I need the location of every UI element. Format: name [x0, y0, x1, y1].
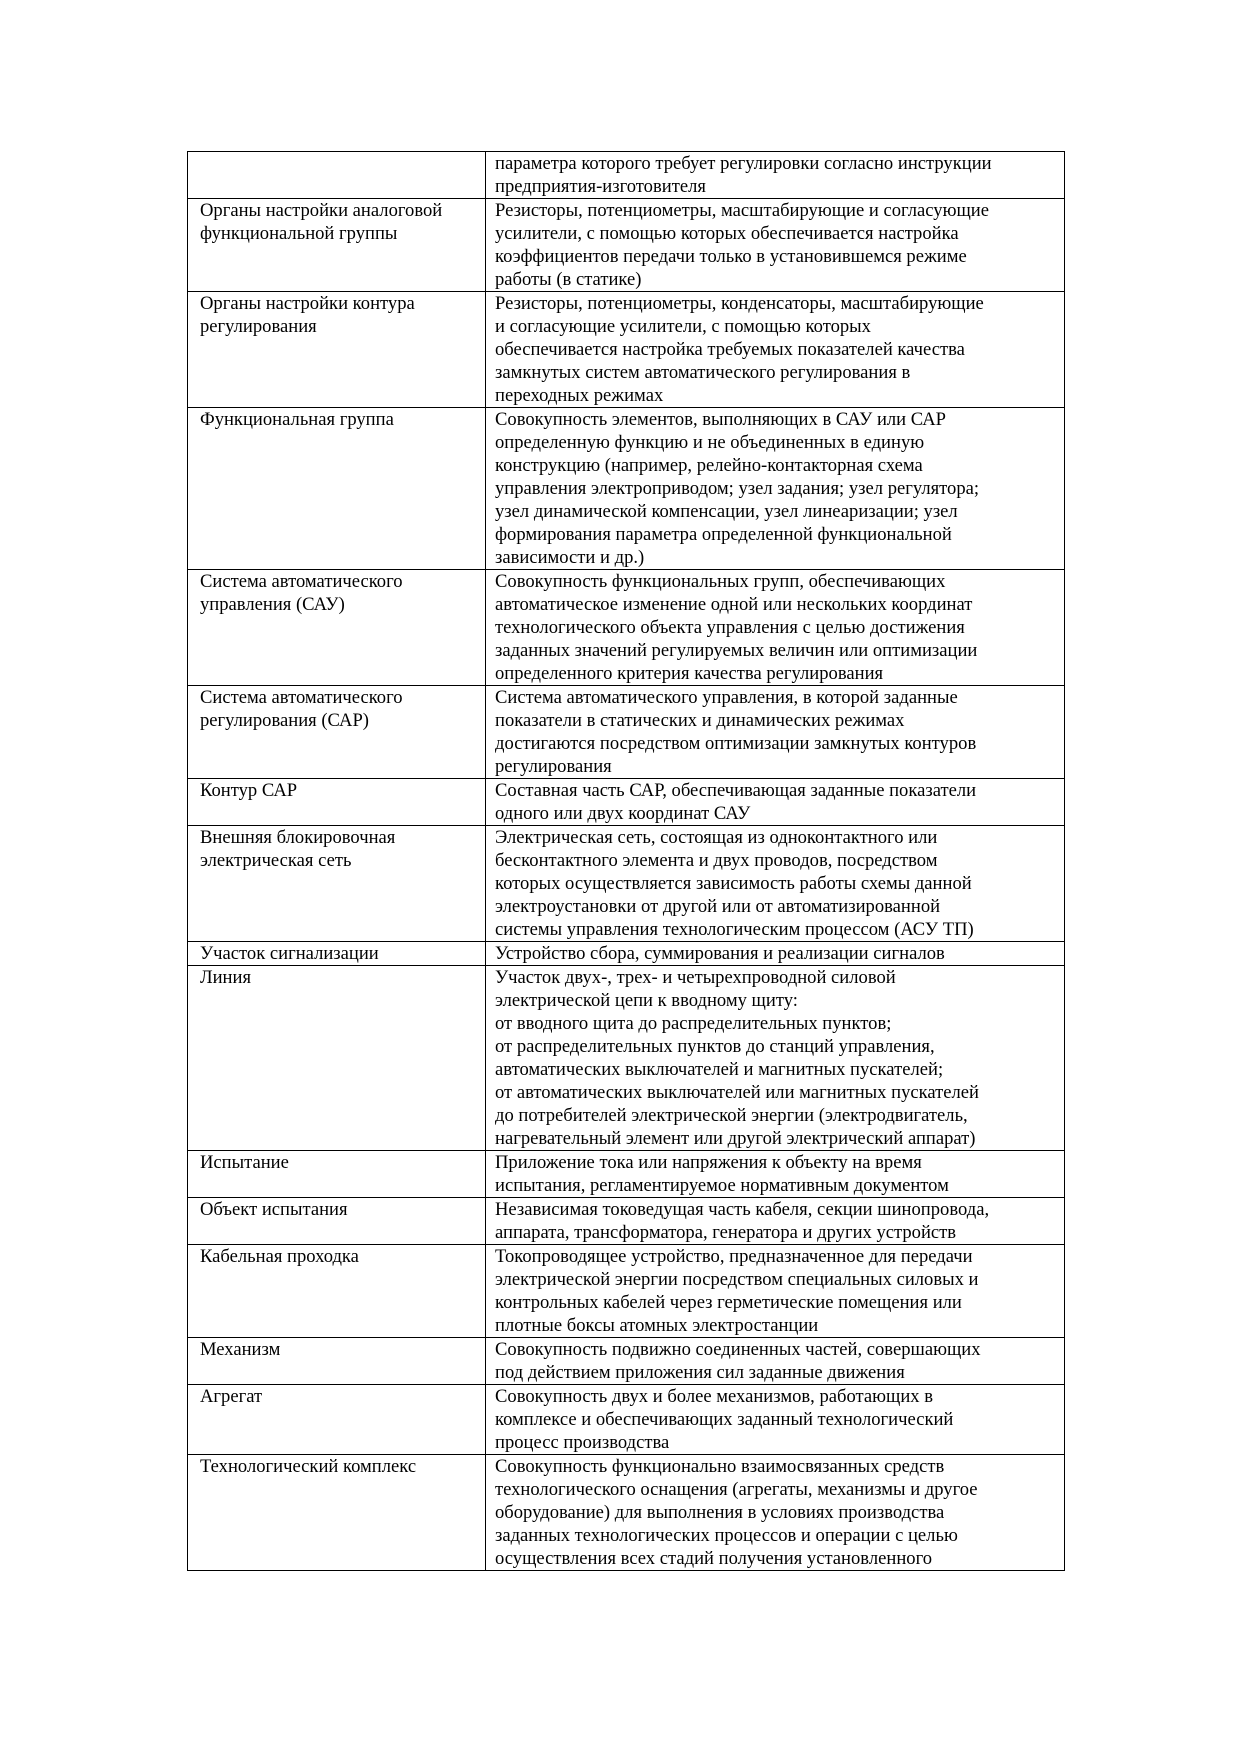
term-cell: Агрегат — [188, 1385, 486, 1455]
terms-table-body — [188, 152, 1065, 1571]
term-cell: Функциональная группа — [188, 408, 486, 570]
table-row — [188, 570, 1065, 686]
term-cell: Органы настройки аналоговой функциональной группы — [188, 199, 486, 292]
table-row — [188, 1455, 1065, 1571]
table-row — [188, 292, 1065, 408]
table-row — [188, 1198, 1065, 1245]
table-row — [188, 1245, 1065, 1338]
definition-cell: Независимая токоведущая часть кабеля, секции шинопровода, аппарата, трансформатора, генератора и других устройств — [486, 1198, 1065, 1245]
term-cell: Система автоматического регулирования (САР) — [188, 686, 486, 779]
term-cell: Система автоматического управления (САУ) — [188, 570, 486, 686]
table-row — [188, 408, 1065, 570]
table-row — [188, 686, 1065, 779]
term-cell: Органы настройки контура регулирования — [188, 292, 486, 408]
definition-cell: Токопроводящее устройство, предназначенное для передачи электрической энергии посредством специальных силовых и контрольных кабелей через герметические помещения или плотные боксы атомных электростанции — [486, 1245, 1065, 1338]
term-cell: Механизм — [188, 1338, 486, 1385]
table-row — [188, 1338, 1065, 1385]
table-row — [188, 1385, 1065, 1455]
definition-cell: Резисторы, потенциометры, конденсаторы, масштабирующие и согласующие усилители, с помощью которых обеспечивается настройка требуемых показателей качества замкнутых систем автоматического регулирования в переходных режимах — [486, 292, 1065, 408]
definition-cell: Совокупность элементов, выполняющих в САУ или САР определенную функцию и не объединенных в единую конструкцию (например, релейно-контакторная схема управления электроприводом; узел задания; узел регулятора; узел динамической компенсации, узел линеаризации; узел формирования параметра определенной функциональной зависимости и др.) — [486, 408, 1065, 570]
term-cell: Линия — [188, 966, 486, 1151]
term-cell: Испытание — [188, 1151, 486, 1198]
table-row — [188, 779, 1065, 826]
definition-cell: Совокупность функционально взаимосвязанных средств технологического оснащения (агрегаты, механизмы и другое оборудование) для выполнения в условиях производства заданных технологических процессов и операции с целью осуществления всех стадий получения установленного — [486, 1455, 1065, 1571]
definition-cell: Устройство сбора, суммирования и реализации сигналов — [486, 942, 1065, 966]
definition-cell: Совокупность подвижно соединенных частей, совершающих под действием приложения сил заданные движения — [486, 1338, 1065, 1385]
terms-table — [187, 151, 1065, 1571]
table-row — [188, 942, 1065, 966]
table-row — [188, 1151, 1065, 1198]
definition-cell: Резисторы, потенциометры, масштабирующие и согласующие усилители, с помощью которых обеспечивается настройка коэффициентов передачи только в установившемся режиме работы (в статике) — [486, 199, 1065, 292]
definition-cell: Система автоматического управления, в которой заданные показатели в статических и динамических режимах достигаются посредством оптимизации замкнутых контуров регулирования — [486, 686, 1065, 779]
term-cell: Внешняя блокировочная электрическая сеть — [188, 826, 486, 942]
definition-cell: Приложение тока или напряжения к объекту на время испытания, регламентируемое нормативным документом — [486, 1151, 1065, 1198]
table-row — [188, 966, 1065, 1151]
definition-cell: параметра которого требует регулировки согласно инструкции предприятия-изготовителя — [486, 152, 1065, 199]
term-cell: Кабельная проходка — [188, 1245, 486, 1338]
term-cell: Участок сигнализации — [188, 942, 486, 966]
definition-cell: Электрическая сеть, состоящая из одноконтактного или бесконтактного элемента и двух проводов, посредством которых осуществляется зависимость работы схемы данной электроустановки от другой или от автоматизированной системы управления технологическим процессом (АСУ ТП) — [486, 826, 1065, 942]
definition-cell: Участок двух-, трех- и четырехпроводной силовой электрической цепи к вводному щиту: от вводного щита до распределительных пунктов; от распределительных пунктов до станций управления, автоматических выключателей и магнитных пускателей; от автоматических выключателей или магнитных пускателей до потребителей электрической энергии (электродвигатель, нагревательный элемент или другой электрический аппарат) — [486, 966, 1065, 1151]
term-cell: Технологический комплекс — [188, 1455, 486, 1571]
definition-cell: Совокупность функциональных групп, обеспечивающих автоматическое изменение одной или нескольких координат технологического объекта управления с целью достижения заданных значений регулируемых величин или оптимизации определенного критерия качества регулирования — [486, 570, 1065, 686]
term-cell: Контур САР — [188, 779, 486, 826]
definition-cell: Составная часть САР, обеспечивающая заданные показатели одного или двух координат САУ — [486, 779, 1065, 826]
table-row — [188, 152, 1065, 199]
term-cell — [188, 152, 486, 199]
table-row — [188, 199, 1065, 292]
term-cell: Объект испытания — [188, 1198, 486, 1245]
table-row — [188, 826, 1065, 942]
definition-cell: Совокупность двух и более механизмов, работающих в комплексе и обеспечивающих заданный технологический процесс производства — [486, 1385, 1065, 1455]
